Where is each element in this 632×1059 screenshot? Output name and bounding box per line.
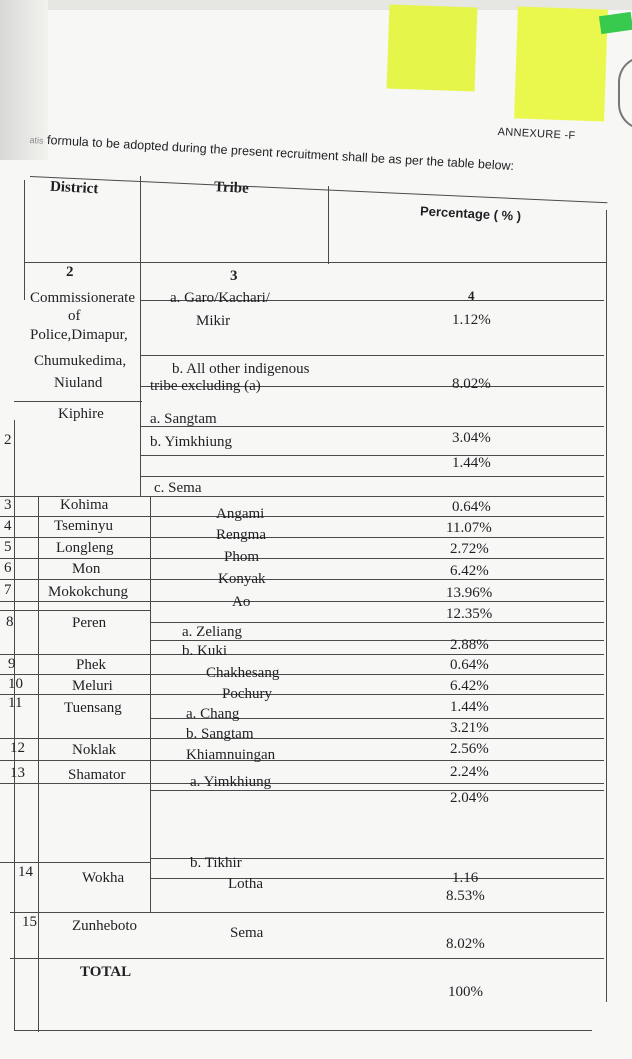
table-vline	[24, 180, 25, 300]
percentage-value: 12.35%	[446, 606, 493, 622]
annexure-label: ANNEXURE -F	[497, 126, 576, 143]
table-line	[0, 654, 604, 655]
table-line	[0, 516, 604, 517]
tribe-name: b. All other indigenous	[172, 361, 310, 377]
tribe-name: Phom	[224, 549, 260, 565]
percentage-value: 1.12%	[452, 312, 491, 328]
percentage-value: 2.56%	[450, 741, 489, 757]
district-name: Longleng	[56, 540, 114, 556]
header-percentage: Percentage ( % )	[419, 203, 522, 224]
percentage-value: 3.21%	[450, 720, 489, 736]
total-value: 100%	[448, 984, 483, 1000]
serial-number: 14	[18, 864, 33, 880]
table-line	[150, 622, 604, 623]
serial-number: 8	[6, 614, 14, 630]
district-name: Mon	[72, 561, 101, 577]
percentage-value: 1.16	[452, 870, 479, 886]
table-vline	[140, 176, 141, 496]
table-line	[0, 738, 604, 739]
table-line	[0, 558, 604, 559]
serial-number: 5	[4, 539, 12, 555]
table-line	[0, 694, 604, 695]
percentage-value: 11.07%	[446, 520, 492, 536]
table-line	[150, 790, 604, 791]
district-name: Kiphire	[58, 406, 104, 422]
percentage-value: 1.44%	[452, 455, 491, 471]
tribe-name: c. Sema	[154, 480, 202, 496]
table-line	[0, 537, 604, 538]
district-name: Noklak	[72, 742, 117, 758]
table-line	[0, 601, 604, 602]
percentage-value: 2.04%	[450, 790, 489, 806]
percentage-value: 8.02%	[452, 376, 491, 392]
district-name: Commissionerate	[30, 290, 135, 306]
table-line	[0, 760, 604, 761]
percentage-value: 13.96%	[446, 585, 493, 601]
percentage-value: 0.64%	[450, 657, 489, 673]
tribe-name: Sema	[230, 925, 264, 941]
district-name: Meluri	[72, 678, 113, 694]
table-line	[140, 476, 604, 477]
tribe-name: Pochury	[222, 686, 272, 702]
table-line	[14, 401, 142, 402]
district-name: Shamator	[68, 767, 126, 783]
table-line	[0, 674, 604, 675]
table-line	[0, 579, 604, 580]
serial-number: 11	[8, 695, 23, 711]
tribe-name: Ao	[232, 594, 251, 610]
district-name: Peren	[72, 615, 107, 631]
table-line	[140, 355, 604, 356]
percentage-value: 2.72%	[450, 541, 489, 557]
serial-number: 15	[22, 914, 37, 930]
percentage-value: 8.53%	[446, 888, 485, 904]
percentage-value: 6.42%	[450, 563, 489, 579]
table-line	[10, 958, 604, 959]
district-name: of	[68, 308, 81, 324]
tribe-name: Mikir	[196, 313, 231, 329]
serial-number: 6	[4, 560, 12, 576]
header-district: District	[49, 178, 99, 198]
tribe-name: a. Garo/Kachari/	[170, 290, 270, 306]
tribe-name: Khiamnuingan	[186, 747, 276, 763]
table-line	[150, 640, 604, 641]
tribe-name: Konyak	[218, 571, 266, 587]
district-name: Kohima	[60, 497, 109, 513]
table-line	[10, 912, 604, 913]
table-border-bottom	[14, 1030, 592, 1031]
table-line	[24, 262, 606, 263]
serial-number: 12	[10, 740, 25, 756]
table-heading: atis formula to be adopted during the present recruitment shall be as per the table below:	[29, 132, 515, 174]
tribe-name: a. Zeliang	[182, 624, 242, 640]
percentage-value: 1.44%	[450, 699, 489, 715]
percentage-value: 8.02%	[446, 936, 485, 952]
table-border-top	[30, 176, 607, 203]
percentage-value: 2.88%	[450, 637, 489, 653]
district-name: Zunheboto	[72, 918, 137, 934]
district-name: Chumukedima,	[34, 353, 127, 369]
district-name: Tuensang	[64, 700, 122, 716]
tribe-name: Angami	[216, 506, 265, 522]
tribe-name: a. Chang	[186, 706, 240, 722]
col-number-2: 2	[66, 264, 74, 280]
serial-number: 3	[4, 497, 12, 513]
percentage-value: 6.42%	[450, 678, 489, 694]
table-vline	[38, 496, 39, 1032]
tribe-name: b. Sangtam	[186, 726, 254, 742]
district-name: Phek	[76, 657, 106, 673]
table-line	[0, 862, 150, 863]
table-vline	[606, 210, 607, 1002]
table-line	[140, 455, 604, 456]
tribe-name: b. Tikhir	[190, 855, 242, 871]
percentage-value: 3.04%	[452, 430, 491, 446]
table-line	[0, 610, 150, 611]
percentage-value: 0.64%	[452, 499, 491, 515]
serial-number: 9	[8, 656, 16, 672]
header-tribe: Tribe	[213, 179, 250, 197]
table-vline	[150, 496, 151, 912]
total-label: TOTAL	[80, 964, 132, 980]
tribe-name: Lotha	[228, 876, 263, 892]
table-line	[0, 783, 604, 784]
tribe-name: b. Kuki	[182, 643, 227, 659]
col-number-3: 3	[230, 268, 238, 284]
serial-number: 4	[4, 518, 12, 534]
tribe-name: Rengma	[216, 527, 266, 543]
percentage-value: 2.24%	[450, 764, 489, 780]
tribe-name: b. Yimkhiung	[150, 434, 232, 450]
table-vline	[328, 186, 329, 264]
tribe-name: tribe excluding (a)	[150, 378, 261, 394]
serial-number: 7	[4, 582, 12, 598]
serial-number: 13	[10, 765, 25, 781]
serial-number: 10	[8, 676, 23, 692]
district-name: Niuland	[54, 375, 103, 391]
table-line	[150, 878, 604, 879]
col-number-4: 4	[468, 288, 475, 303]
district-name: Wokha	[82, 870, 125, 886]
district-name: Police,Dimapur,	[30, 327, 128, 343]
tribe-name: a. Sangtam	[150, 411, 217, 427]
tribe-name: a. Yimkhiung	[190, 774, 272, 790]
district-name: Tseminyu	[54, 518, 113, 534]
district-name: Mokokchung	[48, 584, 128, 600]
tribe-name: Chakhesang	[206, 665, 280, 681]
table-vline	[14, 420, 15, 1030]
serial-number: 2	[4, 432, 12, 448]
